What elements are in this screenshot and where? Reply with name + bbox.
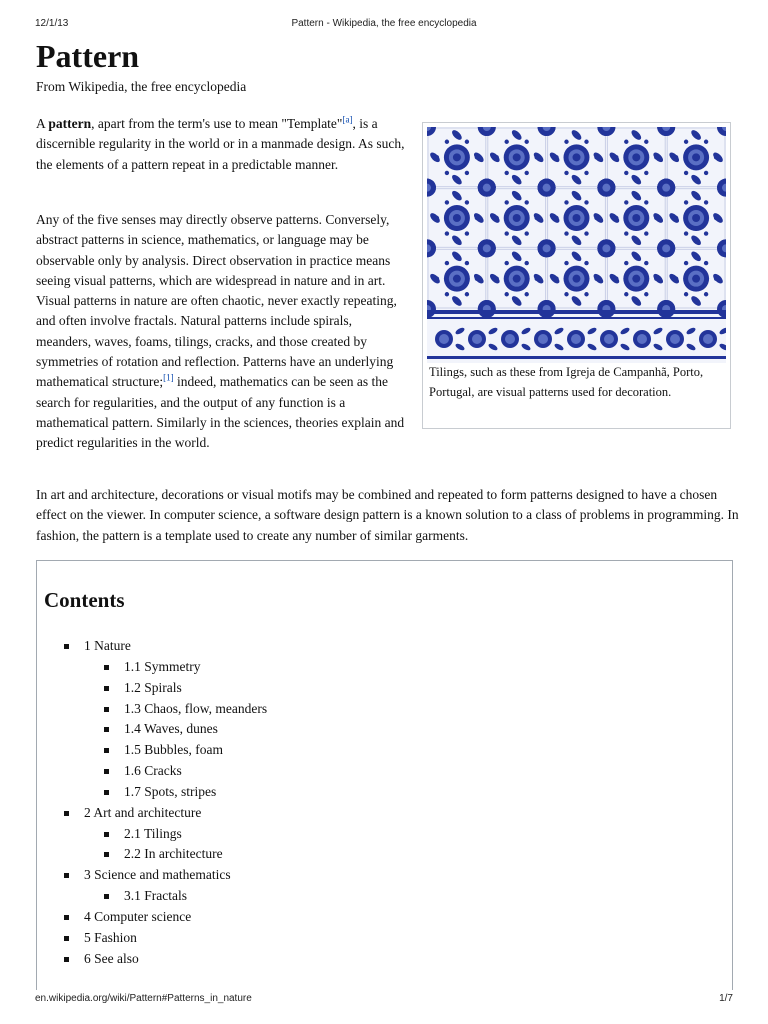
toc-item-label[interactable]: 1 Nature [84,638,131,653]
toc-item-label[interactable]: 5 Fashion [84,929,137,945]
p1-post: , is a discernible regularity in the world or in a manmade design. As such, the elements of a pattern repeat in a predictable manner. [36,116,405,172]
print-page-title: Pattern - Wikipedia, the free encyclopedia [291,18,477,29]
intro-paragraph-2 [36,210,406,454]
print-page-number: 1/7 [719,993,733,1004]
bullet-icon [64,957,69,962]
bullet-icon [104,790,109,795]
print-date: 12/1/13 [35,18,69,29]
bullet-icon [104,769,109,774]
figure-caption: Tilings, such as these from Igreja de Campanhã, Porto, Portugal, are visual patterns used for decoration. [429,365,704,399]
bullet-icon [104,832,109,837]
toc-item-label[interactable]: 1.2 Spirals [124,679,182,695]
bullet-icon [104,748,109,753]
table-of-contents [36,560,733,990]
toc-item-label[interactable]: 4 Computer science [84,908,192,924]
note-link-a[interactable]: [a] [342,114,353,125]
toc-item-label[interactable]: 1.3 Chaos, flow, meanders [124,700,268,716]
bullet-icon [104,707,109,712]
bullet-icon [104,686,109,691]
toc-item-label[interactable]: 1.4 Waves, dunes [124,721,218,737]
azulejo-tiles-image[interactable] [427,127,726,363]
p1-bold-term: pattern [48,116,92,131]
print-url: en.wikipedia.org/wiki/Pattern#Patterns_in_nature [35,993,252,1004]
bullet-icon [104,665,109,670]
bullet-icon [64,811,69,816]
intro-paragraph-1 [36,114,406,175]
page-subtitle: From Wikipedia, the free encyclopedia [36,79,247,94]
bullet-icon [104,727,109,732]
p2-pre: Any of the five senses may directly observe patterns. Conversely, abstract patterns in science, mathematics, or language may be observable only by analysis. Direct observation in practice means seeing visual patterns, which are widespread in nature and in art. Visual patterns in nature are often chaotic, never exactly repeating, and often involve fractals. Natural patterns include spirals, meanders, waves, foams, tilings, cracks, and those created by symmetries of rotation and reflection. Patterns have an underlying mathematical structure; [36,212,397,390]
toc-item-label[interactable]: 2.1 Tilings [124,825,182,841]
toc-item-label[interactable]: 2 Art and architecture [84,804,202,820]
toc-item-label[interactable]: 1.7 Spots, stripes [124,783,217,799]
bullet-icon [64,936,69,941]
bullet-icon [104,852,109,857]
toc-item-label[interactable]: 3 Science and mathematics [84,867,231,883]
toc-item-label[interactable]: 1.1 Symmetry [124,658,201,674]
page-title: Pattern [36,38,140,74]
toc-item-label[interactable]: 2.2 In architecture [124,846,223,862]
p2-post: indeed, mathematics can be seen as the search for regularities, and the output of any function is a mathematical pattern. Similarly in the sciences, theories explain and predict regularities in the world. [36,374,405,451]
toc-title: Contents [44,588,125,612]
toc-item-label[interactable]: 6 See also [84,950,139,966]
toc-item-label[interactable]: 1.6 Cracks [124,763,182,779]
reference-link-1[interactable]: [1] [163,372,174,383]
p1-mid: , apart from the term's use to mean "Template" [91,116,343,131]
toc-item-label[interactable]: 1.5 Bubbles, foam [124,742,223,758]
p1-pre: A [36,116,49,131]
bullet-icon [104,894,109,899]
bullet-icon [64,915,69,920]
figure-thumbnail [422,122,731,429]
bullet-icon [64,644,69,649]
toc-item-label[interactable]: 3.1 Fractals [124,888,187,904]
bullet-icon [64,873,69,878]
intro-paragraph-3: In art and architecture, decorations or visual motifs may be combined and repeated to form patterns designed to have a chosen effect on the viewer. In computer science, a software design pattern is a known solution to a class of problems in programming. In fashion, the pattern is a template used to create any number of similar garments. [36,487,739,543]
